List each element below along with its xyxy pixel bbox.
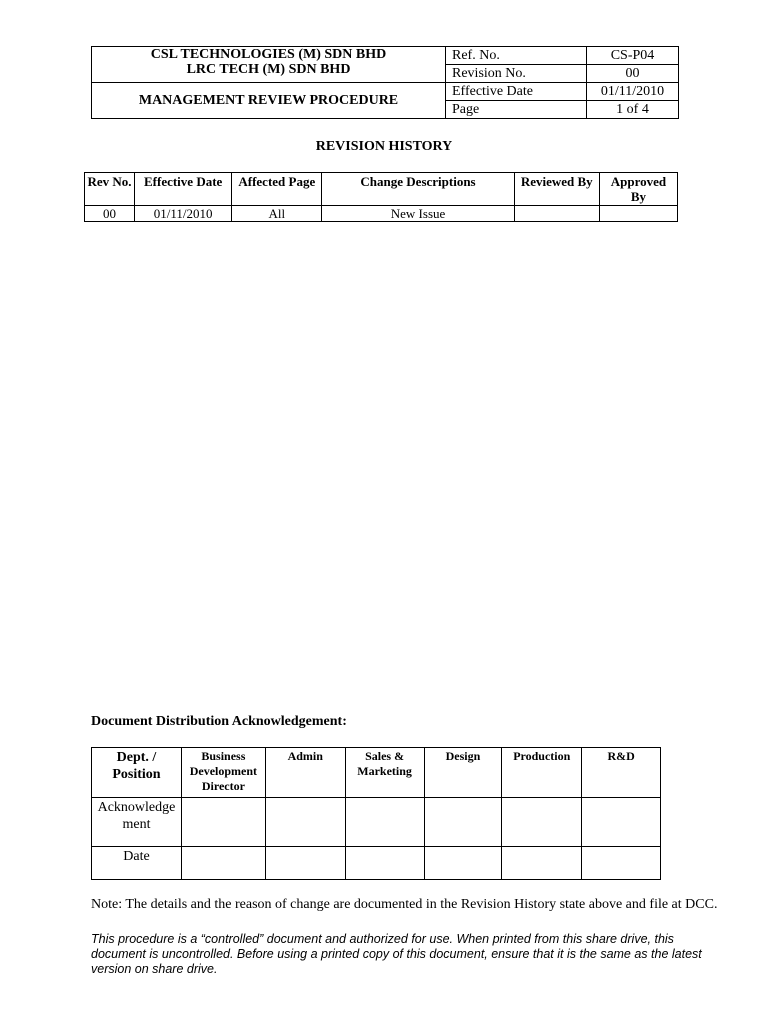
date-cell <box>424 847 502 880</box>
signature-cell <box>181 798 265 847</box>
affected-page-cell: All <box>232 206 322 222</box>
ref-no-label: Ref. No. <box>446 47 587 65</box>
col-rnd: R&D <box>582 748 661 798</box>
change-description-cell: New Issue <box>322 206 514 222</box>
col-design: Design <box>424 748 502 798</box>
table-row <box>85 206 678 222</box>
procedure-title: MANAGEMENT REVIEW PROCEDURE <box>92 83 446 119</box>
distribution-table <box>91 747 661 880</box>
col-approved-by: Approved By <box>599 173 677 206</box>
revision-no-label: Revision No. <box>446 65 587 83</box>
signature-cell <box>424 798 502 847</box>
date-cell <box>345 847 424 880</box>
reviewed-by-cell <box>514 206 599 222</box>
col-change-descriptions: Change Descriptions <box>322 173 514 206</box>
revision-no-value: 00 <box>587 65 679 83</box>
controlled-document-footer: This procedure is a “controlled” document and authorized for use. When printed from this share drive, this document is uncontrolled. Before using a printed copy of this document, ensure that it is the same as the latest version on share drive. <box>91 932 702 976</box>
col-reviewed-by: Reviewed By <box>514 173 599 206</box>
company-names <box>92 47 446 83</box>
effective-date-label: Effective Date <box>446 83 587 101</box>
distribution-header-row <box>92 748 661 798</box>
col-sales-marketing: Sales & Marketing <box>345 748 424 798</box>
revision-history-table <box>84 172 678 222</box>
col-rev-no: Rev No. <box>85 173 135 206</box>
table-row <box>92 847 661 880</box>
distribution-title: Document Distribution Acknowledgement: <box>91 714 347 729</box>
col-affected-page: Affected Page <box>232 173 322 206</box>
signature-cell <box>502 798 582 847</box>
page-label: Page <box>446 101 587 119</box>
company-name-2: LRC TECH (M) SDN BHD <box>186 62 351 77</box>
acknowledgement-label: Acknowledge ment <box>92 798 182 847</box>
signature-cell <box>345 798 424 847</box>
date-cell <box>502 847 582 880</box>
effective-date-value: 01/11/2010 <box>587 83 679 101</box>
approved-by-cell <box>599 206 677 222</box>
ref-no-value: CS-P04 <box>587 47 679 65</box>
page-value: 1 of 4 <box>587 101 679 119</box>
revision-note: Note: The details and the reason of change are documented in the Revision History state above and file at DCC. <box>91 897 718 912</box>
effective-date-cell: 01/11/2010 <box>135 206 232 222</box>
date-cell <box>181 847 265 880</box>
signature-cell <box>265 798 345 847</box>
company-name-1: CSL TECHNOLOGIES (M) SDN BHD <box>150 47 387 62</box>
table-row <box>92 798 661 847</box>
col-business-development-director: Business Development Director <box>181 748 265 798</box>
date-cell <box>582 847 661 880</box>
col-production: Production <box>502 748 582 798</box>
revision-history-title: REVISION HISTORY <box>315 139 453 154</box>
rev-no-cell: 00 <box>85 206 135 222</box>
date-cell <box>265 847 345 880</box>
date-label: Date <box>92 847 182 880</box>
document-header-table <box>91 46 679 119</box>
signature-cell <box>582 798 661 847</box>
col-effective-date: Effective Date <box>135 173 232 206</box>
revision-header-row <box>85 173 678 206</box>
col-admin: Admin <box>265 748 345 798</box>
col-dept-position: Dept. / Position <box>92 748 182 798</box>
